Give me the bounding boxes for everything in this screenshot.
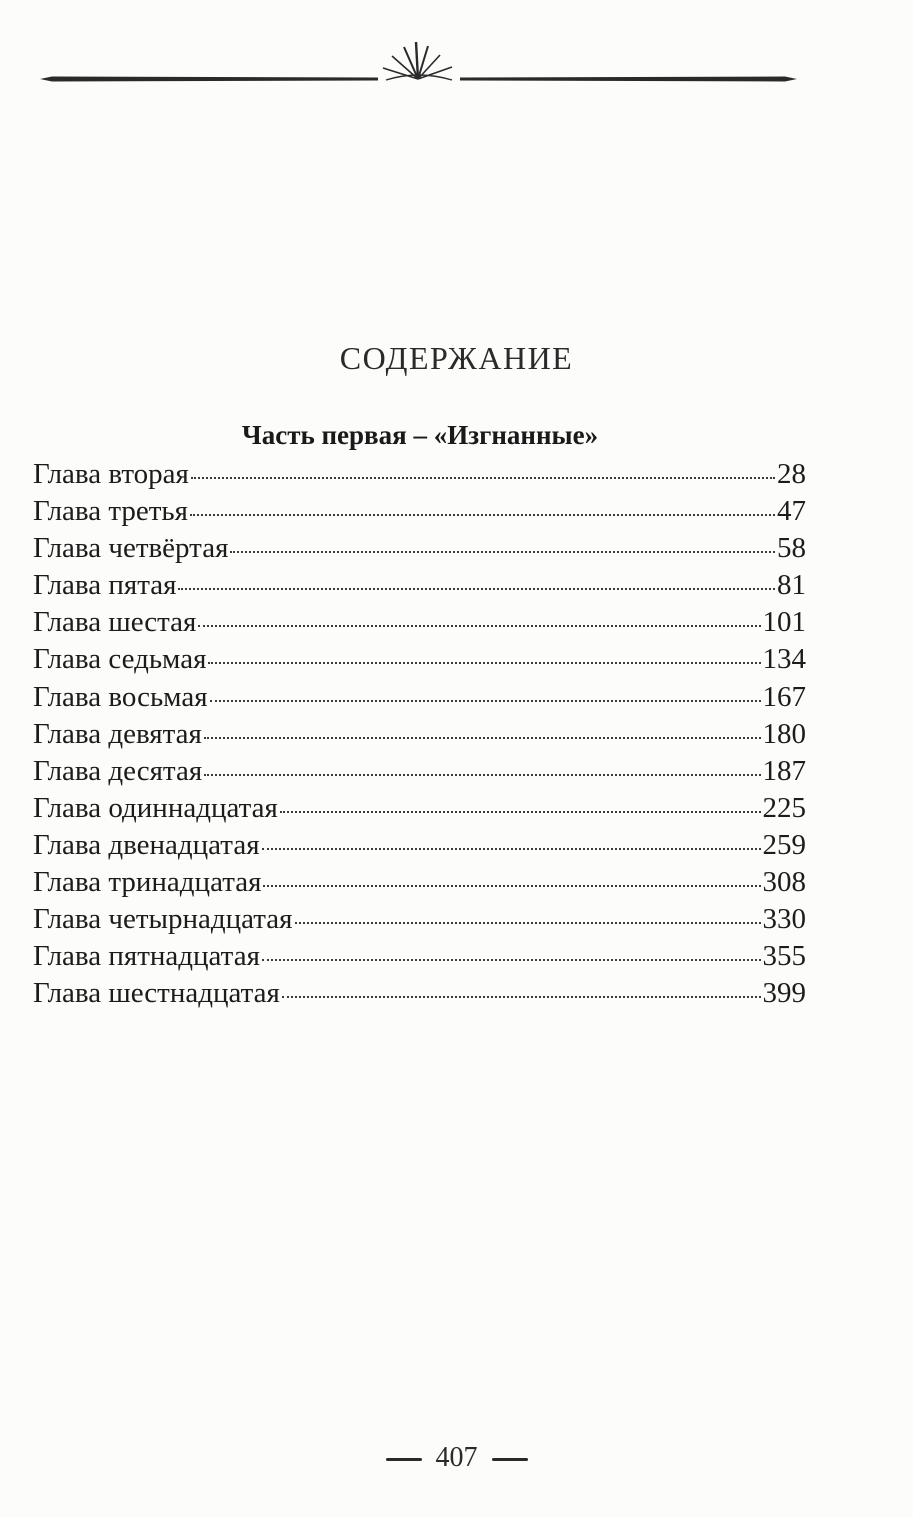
toc-entry xyxy=(33,716,806,753)
dot-leader xyxy=(190,513,775,516)
dot-leader xyxy=(208,661,760,664)
chapter-title: Глава пятнадцатая xyxy=(33,940,260,973)
toc-entry xyxy=(33,864,806,901)
dot-leader xyxy=(295,921,761,924)
chapter-title: Глава шестая xyxy=(33,606,197,639)
chapter-page-number: 187 xyxy=(762,754,806,787)
toc-entry xyxy=(33,901,806,938)
dot-leader xyxy=(280,810,761,813)
toc-entry xyxy=(33,679,806,716)
chapter-page-number: 28 xyxy=(777,458,806,490)
page-title: СОДЕРЖАНИЕ xyxy=(339,340,574,376)
chapter-title: Глава восьмая xyxy=(33,680,208,713)
chapter-page-number: 58 xyxy=(777,532,806,565)
chapter-title: Глава седьмая xyxy=(33,643,207,676)
toc-entry xyxy=(33,493,806,530)
dot-leader xyxy=(210,699,761,702)
footer-dash-left xyxy=(386,1458,422,1461)
chapter-page-number: 308 xyxy=(762,866,806,899)
chapter-title: Глава тринадцатая xyxy=(33,866,262,899)
toc-entry xyxy=(33,938,806,975)
chapter-title: Глава двенадцатая xyxy=(33,828,260,861)
chapter-page-number: 101 xyxy=(762,606,806,639)
chapter-page-number: 180 xyxy=(762,717,806,750)
header-ornament xyxy=(0,30,913,100)
page-number: 407 xyxy=(435,1442,478,1473)
chapter-page-number: 47 xyxy=(777,495,806,528)
toc-entry xyxy=(33,975,806,1012)
toc-entry xyxy=(33,530,806,567)
dot-leader xyxy=(178,587,775,590)
chapter-title: Глава четырнадцатая xyxy=(33,903,293,936)
dot-leader xyxy=(262,847,761,850)
dot-leader xyxy=(204,773,760,776)
dot-leader xyxy=(282,995,761,998)
chapter-title: Глава десятая xyxy=(33,754,203,787)
dot-leader xyxy=(204,736,761,739)
chapter-title: Глава четвёртая xyxy=(33,532,229,565)
toc-entry xyxy=(33,753,806,790)
toc-entry xyxy=(33,641,806,678)
toc-entry xyxy=(33,790,806,827)
toc-entry xyxy=(33,604,806,641)
chapter-title: Глава девятая xyxy=(33,717,202,750)
chapter-page-number: 134 xyxy=(762,643,806,676)
chapter-page-number: 81 xyxy=(777,569,806,602)
chapter-page-number: 355 xyxy=(762,940,806,973)
dot-leader xyxy=(262,958,761,961)
dot-leader xyxy=(230,550,775,553)
dot-leader xyxy=(263,884,760,887)
chapter-title: Глава третья xyxy=(33,495,188,528)
dot-leader xyxy=(191,476,775,479)
chapter-title: Глава пятая xyxy=(33,569,177,602)
footer-dash-right xyxy=(492,1458,528,1461)
chapter-page-number: 167 xyxy=(762,680,806,713)
chapter-page-number: 259 xyxy=(762,828,806,861)
toc-entry xyxy=(33,827,806,864)
toc-entry xyxy=(33,567,806,604)
table-of-contents xyxy=(33,456,806,1012)
page-footer xyxy=(0,1442,913,1474)
toc-entry xyxy=(33,456,806,493)
chapter-page-number: 225 xyxy=(762,791,806,824)
chapter-title: Глава одиннадцатая xyxy=(33,791,278,824)
chapter-page-number: 330 xyxy=(762,903,806,936)
chapter-title: Глава вторая xyxy=(33,458,189,490)
chapter-title: Глава шестнадцатая xyxy=(33,977,280,1010)
dot-leader xyxy=(198,624,760,627)
part-heading: Часть первая – «Изгнанные» xyxy=(241,420,599,450)
chapter-page-number: 399 xyxy=(762,977,806,1010)
